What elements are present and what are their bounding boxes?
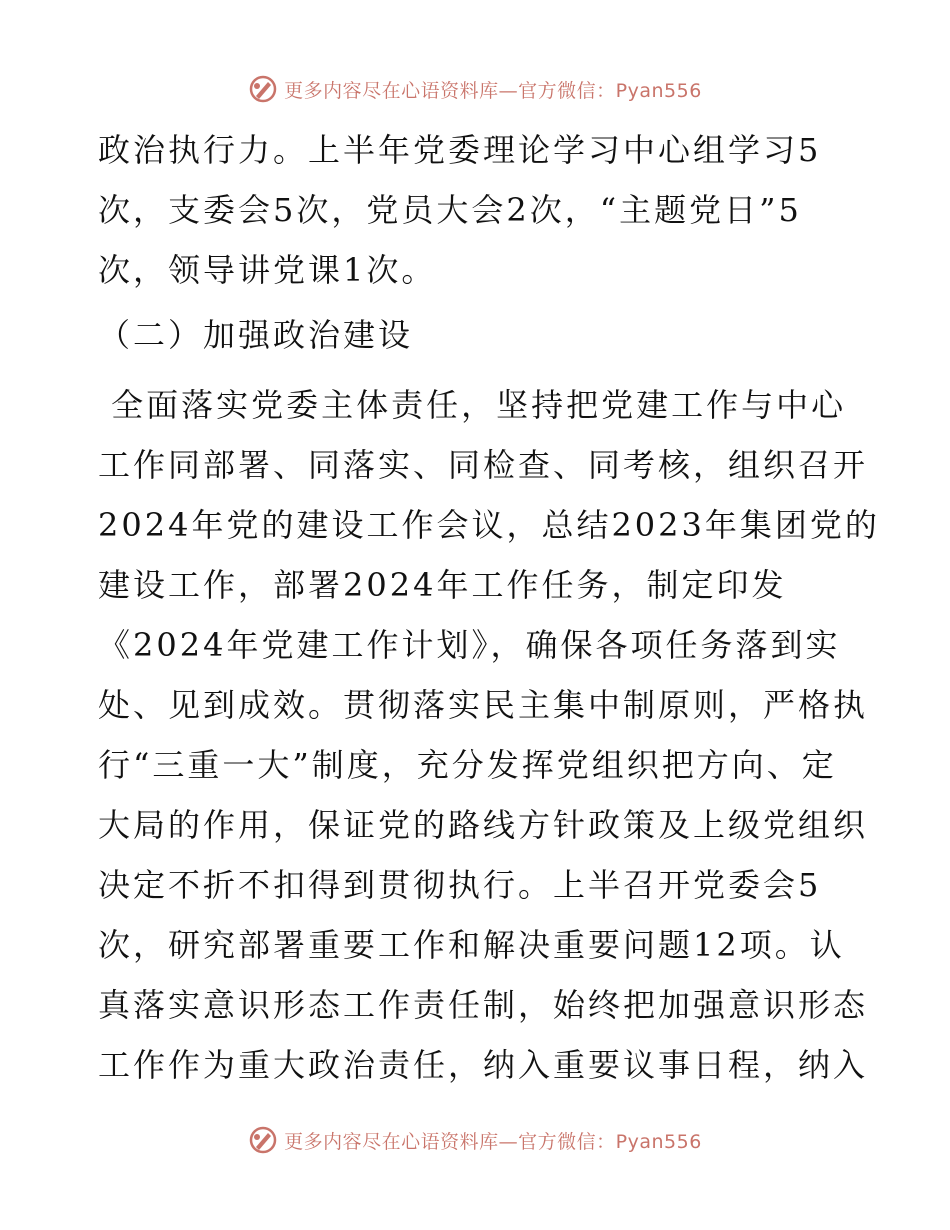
text-line: 工作作为重大政治责任，纳入重要议事日程，纳入	[98, 1046, 869, 1084]
watermark-main-text: 更多内容尽在心语资料库	[284, 79, 499, 102]
text-line: 政治执行力。上半年党委理论学习中心组学习5	[98, 131, 822, 169]
text-line: 处、见到成效。贯彻落实民主集中制原则，严格执	[98, 686, 869, 724]
logo-icon	[248, 1125, 278, 1155]
logo-icon	[248, 74, 278, 104]
watermark-text	[284, 76, 702, 103]
watermark-footer	[0, 1123, 950, 1157]
text-line: 建设工作，部署2024年工作任务，制定印发	[98, 566, 787, 604]
text-line: 全面落实党委主体责任，坚持把党建工作与中心	[98, 386, 847, 424]
text-line: 决定不折不扣得到贯彻执行。上半召开党委会5	[98, 866, 822, 904]
watermark-separator: —	[498, 79, 519, 102]
watermark-header	[0, 72, 950, 106]
text-line: 2024年党的建设工作会议，总结2023年集团党的	[98, 506, 880, 544]
text-line: 大局的作用，保证党的路线方针政策及上级党组织	[98, 806, 869, 844]
watermark-contact: 官方微信：Pyan556	[518, 79, 702, 102]
section-heading: （二）加强政治建设	[98, 316, 414, 354]
text-line: 次，支委会5次，党员大会2次，“主题党日”5	[98, 191, 802, 229]
watermark-main-text: 更多内容尽在心语资料库	[284, 1130, 499, 1153]
text-line: 工作同部署、同落实、同检查、同考核，组织召开	[98, 446, 869, 484]
paragraph-1	[98, 120, 858, 300]
watermark-contact: 官方微信：Pyan556	[518, 1130, 702, 1153]
text-line: 《2024年党建工作计划》，确保各项任务落到实	[98, 626, 841, 664]
watermark-separator: —	[498, 1130, 519, 1153]
watermark-text	[284, 1127, 702, 1154]
text-line: 次，研究部署重要工作和解决重要问题12项。认	[98, 926, 845, 964]
text-line: 真落实意识形态工作责任制，始终把加强意识形态	[98, 986, 869, 1024]
document-body	[98, 120, 880, 1095]
text-line: 次，领导讲党课1次。	[98, 251, 437, 289]
paragraph-2	[98, 375, 880, 1095]
text-line: 行“三重一大”制度，充分发挥党组织把方向、定	[98, 746, 837, 784]
